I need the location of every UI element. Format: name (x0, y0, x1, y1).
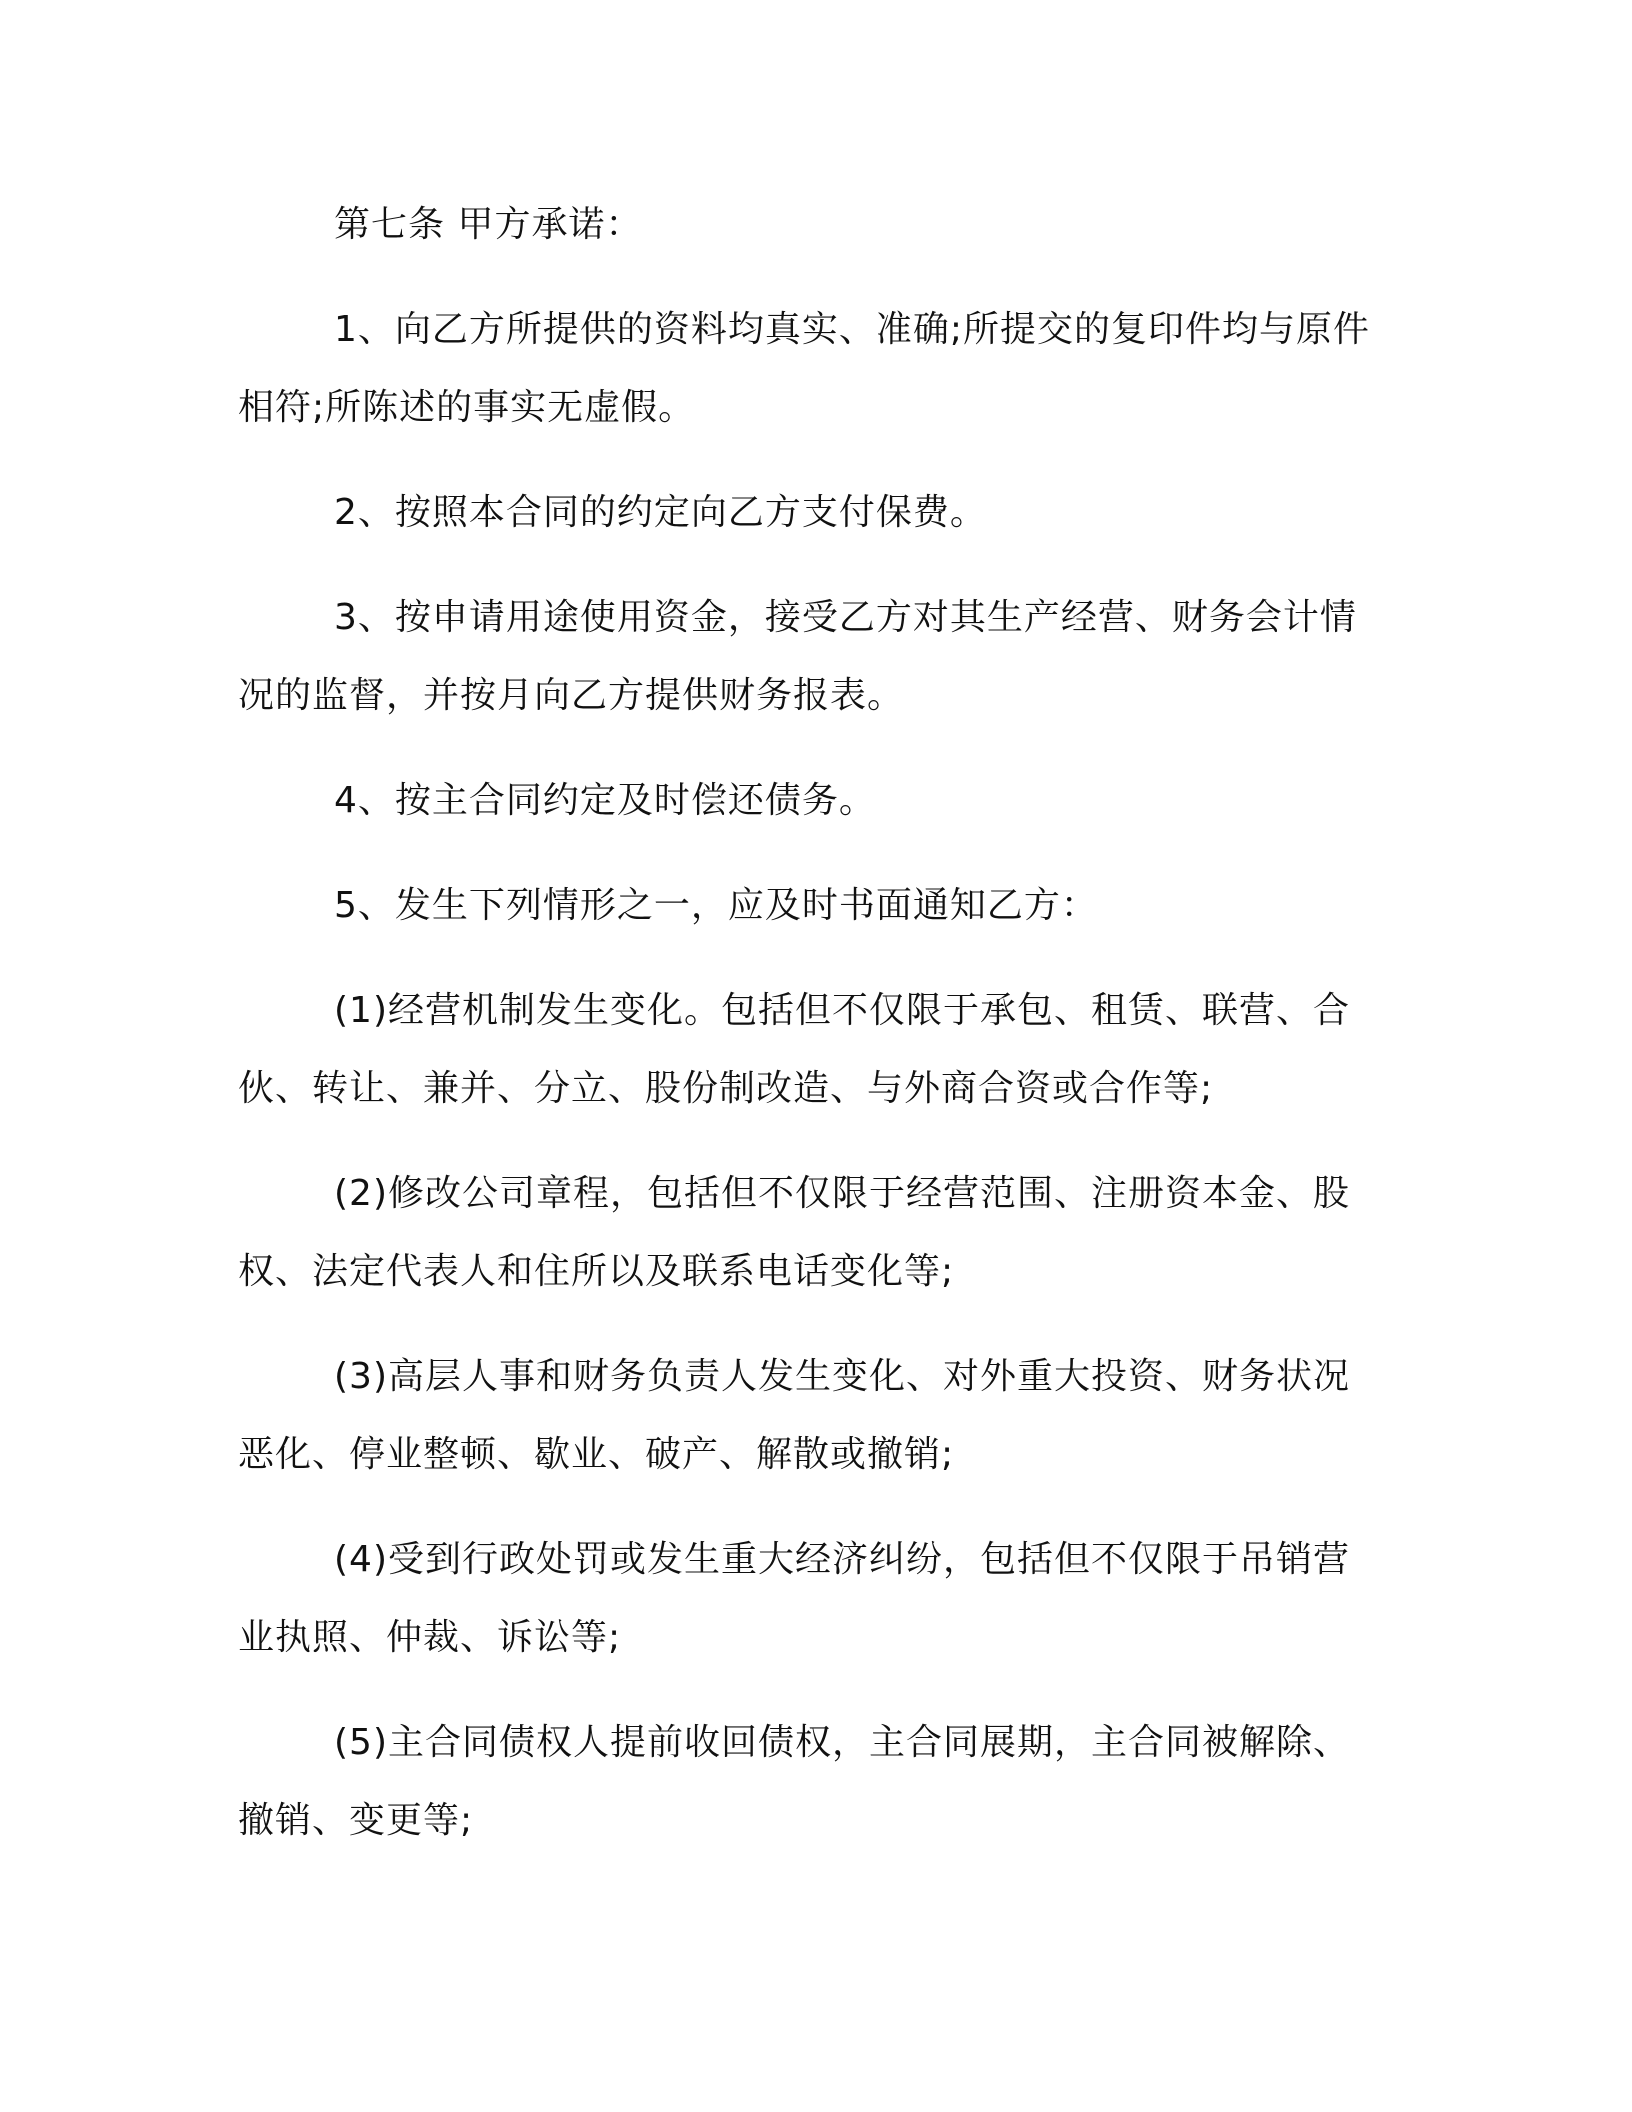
subclause-4: (4)受到行政处罚或发生重大经济纠纷，包括但不仅限于吊销营业执照、仲裁、诉讼等; (238, 1539, 1350, 1658)
article-heading: 第七条 甲方承诺： (334, 204, 643, 245)
subclause-1: (1)经营机制发生变化。包括但不仅限于承包、租赁、联营、合伙、转让、兼并、分立、股份制改造、与外商合资或合作等; (238, 990, 1350, 1109)
document-body (238, 186, 1378, 1887)
subclause-2: (2)修改公司章程，包括但不仅限于经营范围、注册资本金、股权、法定代表人和住所以及联系电话变化等; (238, 1173, 1350, 1292)
clause-5: 5、发生下列情形之一，应及时书面通知乙方： (334, 885, 1098, 926)
clause-3: 3、按申请用途使用资金，接受乙方对其生产经营、财务会计情况的监督，并按月向乙方提供财务报表。 (238, 597, 1357, 716)
subclause-5: (5)主合同债权人提前收回债权，主合同展期，主合同被解除、撤销、变更等; (238, 1722, 1350, 1841)
subclause-3: (3)高层人事和财务负责人发生变化、对外重大投资、财务状况恶化、停业整顿、歇业、破产、解散或撤销; (238, 1356, 1350, 1475)
clause-2: 2、按照本合同的约定向乙方支付保费。 (334, 492, 987, 533)
clause-1: 1、向乙方所提供的资料均真实、准确;所提交的复印件均与原件相符;所陈述的事实无虚假。 (238, 309, 1371, 428)
clause-4: 4、按主合同约定及时偿还债务。 (334, 780, 876, 821)
